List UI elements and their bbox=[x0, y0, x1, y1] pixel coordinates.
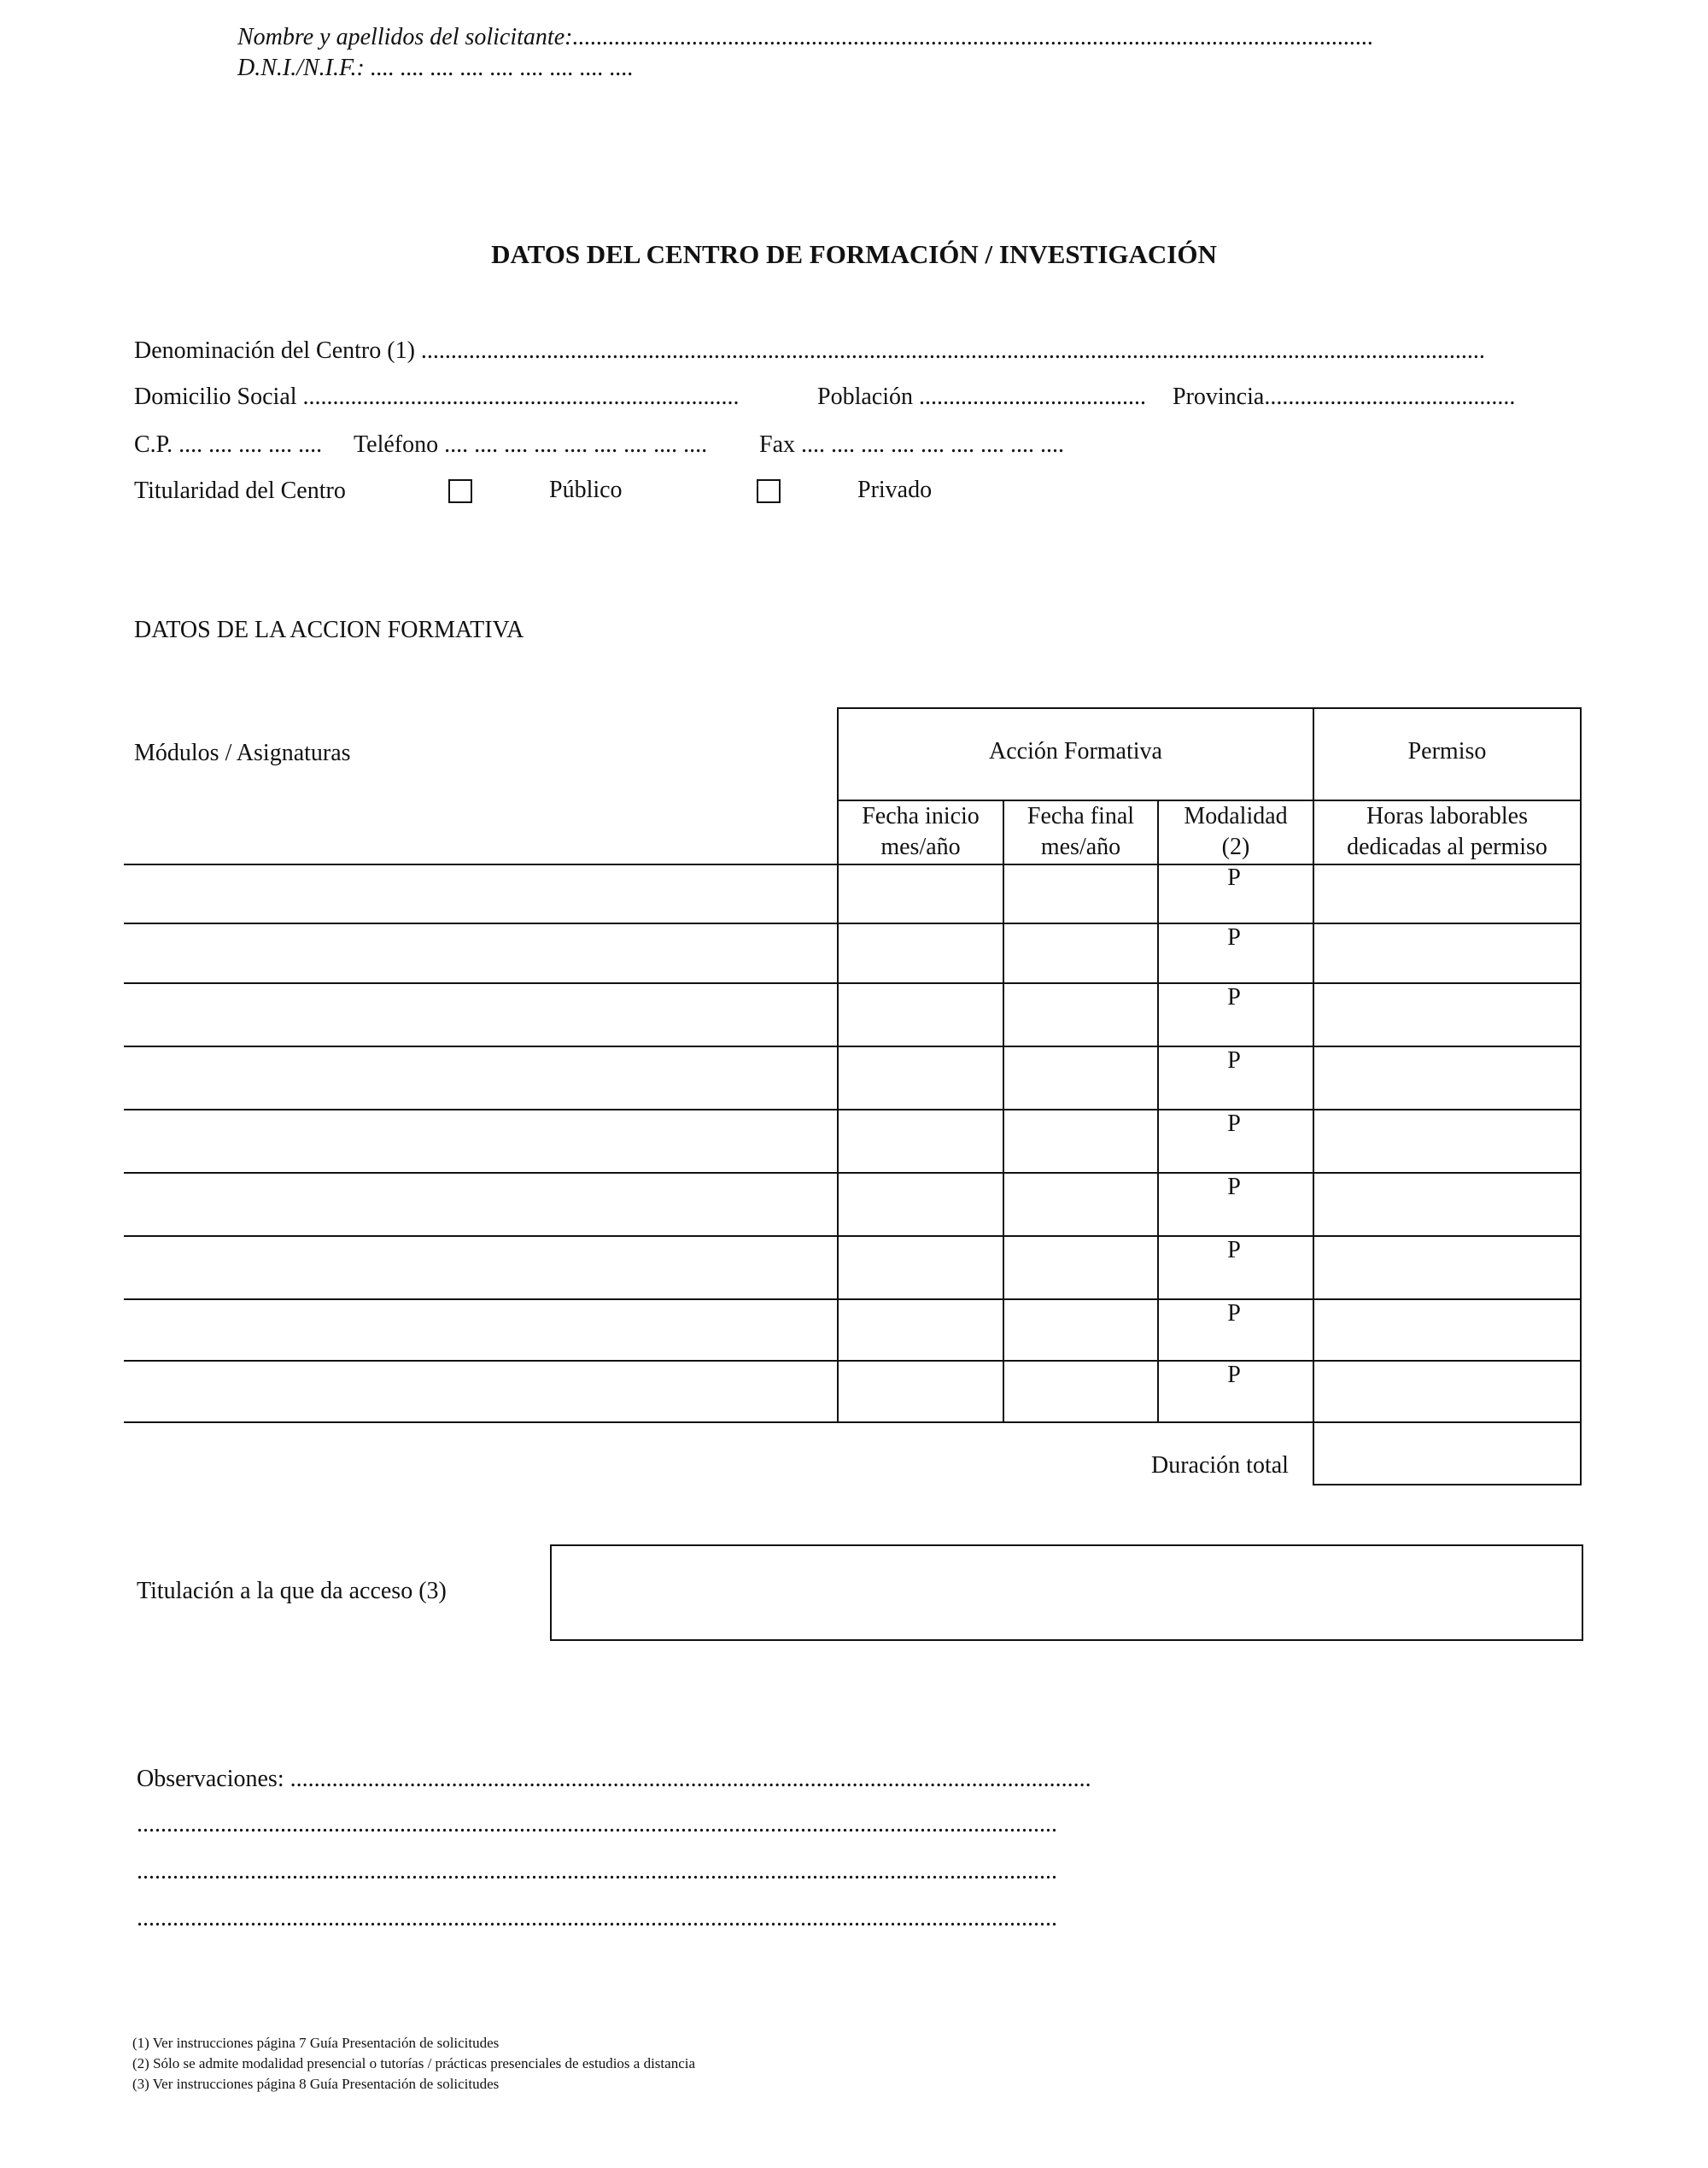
denominacion-label: Denominación del Centro (1) bbox=[134, 337, 415, 364]
fecha-final-header bbox=[1004, 801, 1157, 863]
fecha-inicio-line2: mes/año bbox=[880, 834, 961, 860]
poblacion-dots[interactable]: ...................................... bbox=[919, 384, 1146, 410]
observaciones-field bbox=[137, 1766, 1091, 1793]
fecha-final-line2: mes/año bbox=[1040, 834, 1121, 860]
fax-label: Fax bbox=[759, 431, 795, 458]
titulacion-input-box[interactable] bbox=[550, 1544, 1583, 1641]
titulacion-label: Titulación a la que da acceso (3) bbox=[137, 1578, 447, 1604]
table-top-border bbox=[837, 707, 1582, 709]
duracion-bottom-border bbox=[1313, 1484, 1582, 1485]
table-row-line bbox=[124, 1109, 1582, 1110]
solicitante-label: Nombre y apellidos del solicitante: bbox=[237, 24, 573, 50]
poblacion-label: Población bbox=[817, 384, 913, 410]
fax-field bbox=[759, 431, 1064, 459]
horas-line1: Horas laborables bbox=[1366, 803, 1528, 829]
privado-checkbox[interactable] bbox=[757, 479, 781, 503]
titularidad-label: Titularidad del Centro bbox=[134, 478, 346, 504]
domicilio-dots[interactable]: ......................................................................... bbox=[302, 384, 740, 410]
modulos-label: Módulos / Asignaturas bbox=[134, 740, 351, 766]
permiso-header: Permiso bbox=[1407, 738, 1487, 765]
accion-formativa-title: DATOS DE LA ACCION FORMATIVA bbox=[134, 617, 524, 643]
dni-field bbox=[237, 55, 634, 82]
telefono-label: Teléfono bbox=[354, 431, 439, 458]
cp-label: C.P. bbox=[134, 431, 173, 458]
footnote-1: (1) Ver instrucciones página 7 Guía Presentación de solicitudes bbox=[132, 2035, 500, 2051]
accion-formativa-header: Acción Formativa bbox=[989, 738, 1162, 765]
duracion-total-label: Duración total bbox=[1151, 1452, 1289, 1479]
observaciones-dots[interactable]: ...................................................................................................................................... bbox=[290, 1766, 1091, 1792]
modalidad-value: P bbox=[1227, 984, 1241, 1011]
fecha-final-right-border bbox=[1157, 800, 1159, 1423]
horas-line2: dedicadas al permiso bbox=[1347, 834, 1547, 860]
modalidad-value: P bbox=[1227, 1174, 1241, 1200]
table-row-line bbox=[124, 1421, 1582, 1423]
observaciones-line[interactable]: .......................................................................................................................................................... bbox=[137, 1905, 1057, 1931]
provincia-dots[interactable]: .......................................... bbox=[1264, 384, 1516, 410]
table-row-line bbox=[124, 982, 1582, 984]
fax-dots[interactable]: .... .... .... .... .... .... .... .... .... bbox=[801, 431, 1064, 458]
table-row-line bbox=[124, 923, 1582, 924]
publico-checkbox[interactable] bbox=[448, 479, 472, 503]
modalidad-value: P bbox=[1227, 1300, 1241, 1327]
section-title: DATOS DEL CENTRO DE FORMACIÓN / INVESTIGACIÓN bbox=[491, 239, 1217, 269]
provincia-label: Provincia bbox=[1173, 384, 1265, 410]
modalidad-value: P bbox=[1227, 1110, 1241, 1137]
observaciones-line[interactable]: .......................................................................................................................................................... bbox=[137, 1858, 1057, 1884]
table-row-line bbox=[124, 1298, 1582, 1300]
cp-dots[interactable]: .... .... .... .... .... bbox=[178, 431, 323, 458]
fecha-inicio-line1: Fecha inicio bbox=[862, 803, 980, 829]
modalidad-value: P bbox=[1227, 1047, 1241, 1074]
solicitante-dots[interactable]: ...................................................................................................................................... bbox=[572, 24, 1374, 50]
footnote-3: (3) Ver instrucciones página 8 Guía Presentación de solicitudes bbox=[132, 2076, 500, 2092]
publico-label: Público bbox=[549, 477, 623, 503]
modalidad-value: P bbox=[1227, 864, 1241, 891]
fecha-final-line1: Fecha final bbox=[1027, 803, 1135, 829]
modalidad-line2: (2) bbox=[1221, 834, 1250, 860]
observaciones-line[interactable]: .......................................................................................................................................................... bbox=[137, 1811, 1057, 1837]
table-row-line bbox=[124, 864, 1582, 865]
fecha-inicio-header bbox=[839, 801, 1003, 863]
table-row-line bbox=[124, 1046, 1582, 1047]
modalidad-header bbox=[1159, 801, 1313, 863]
privado-label: Privado bbox=[857, 477, 933, 503]
cp-field bbox=[134, 431, 322, 459]
dni-dots[interactable]: .... .... .... .... .... .... .... .... .... bbox=[370, 55, 634, 81]
fecha-inicio-right-border bbox=[1003, 800, 1004, 1423]
provincia-field bbox=[1173, 384, 1515, 411]
telefono-field bbox=[354, 431, 707, 459]
domicilio-field bbox=[134, 384, 740, 411]
table-row-line bbox=[124, 1235, 1582, 1237]
table-right-border bbox=[1580, 707, 1582, 1485]
telefono-dots[interactable]: .... .... .... .... .... .... .... .... .... bbox=[444, 431, 708, 458]
modalidad-value: P bbox=[1227, 1237, 1241, 1263]
dni-label: D.N.I./N.I.F.: bbox=[237, 55, 365, 81]
observaciones-label: Observaciones: bbox=[137, 1766, 284, 1792]
modalidad-line1: Modalidad bbox=[1184, 803, 1288, 829]
solicitante-field bbox=[237, 24, 1373, 51]
table-row-line bbox=[124, 1172, 1582, 1174]
table-row-line bbox=[124, 1360, 1582, 1362]
denominacion-dots[interactable]: .................................................................................................................................................................................. bbox=[420, 337, 1485, 364]
modalidad-value: P bbox=[1227, 924, 1241, 951]
modalidad-value: P bbox=[1227, 1362, 1241, 1388]
denominacion-field bbox=[134, 337, 1485, 365]
horas-header bbox=[1314, 801, 1580, 863]
footnote-2: (2) Sólo se admite modalidad presencial o tutorías / prácticas presenciales de estudios a distancia bbox=[132, 2055, 696, 2071]
domicilio-label: Domicilio Social bbox=[134, 384, 297, 410]
poblacion-field bbox=[817, 384, 1146, 411]
